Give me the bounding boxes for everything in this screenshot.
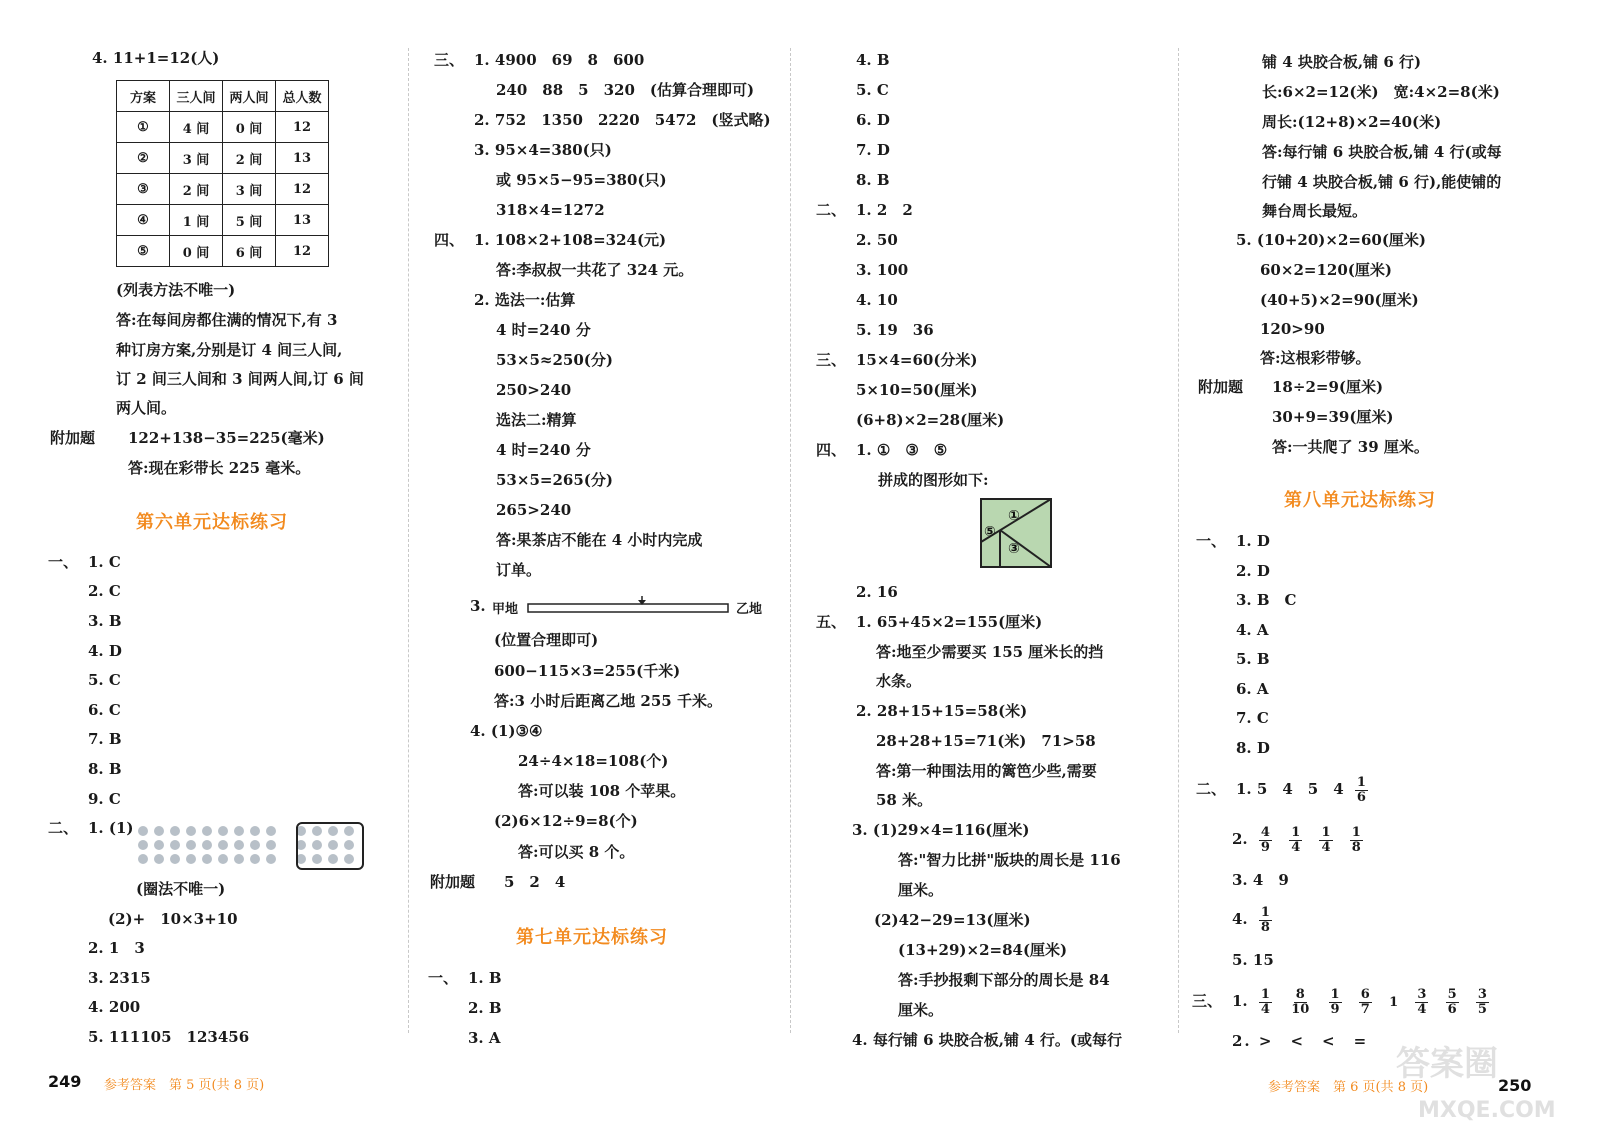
table-cell: 4 间 xyxy=(170,112,223,143)
denominator: 4 xyxy=(1291,839,1301,855)
answer-line: 长:6×2=12(米) 宽:4×2=8(米) xyxy=(1262,83,1500,101)
numerator: 1 xyxy=(1321,824,1331,840)
watermark-logo: 答案圈 xyxy=(1396,1044,1498,1084)
answer-line: 5. (10+20)×2=60(厘米) xyxy=(1236,231,1427,249)
fraction xyxy=(1476,988,1489,1017)
answer-item: 1. D xyxy=(1236,532,1270,550)
answer-item: 5. C xyxy=(88,671,121,689)
numerator: 1 xyxy=(1291,824,1301,840)
shape-label: ① xyxy=(1008,508,1020,524)
answer-line: 4. 每行铺 6 块胶合板,铺 4 行。(或每行 xyxy=(852,1031,1122,1049)
answer-item: 2. B xyxy=(468,999,502,1017)
fraction xyxy=(1259,906,1272,935)
table-row xyxy=(117,143,329,174)
answer-line: 1. 4900 69 8 600 xyxy=(474,51,645,69)
numerator: 8 xyxy=(1295,986,1305,1002)
answer-item: 8. B xyxy=(856,171,890,189)
answer-item: 6. A xyxy=(1236,680,1269,698)
dot xyxy=(266,854,276,864)
shape-label: ⑤ xyxy=(984,524,996,540)
column-divider xyxy=(408,48,409,1033)
answer-line: (2)6×12÷9=8(个) xyxy=(494,812,638,830)
answer-item: (6+8)×2=28(厘米) xyxy=(856,411,1005,429)
dot xyxy=(218,854,228,864)
denominator: 10 xyxy=(1291,1001,1310,1017)
dot xyxy=(138,840,148,850)
table-header: 三人间 xyxy=(170,81,223,112)
answer-item: 5×10=50(厘米) xyxy=(856,381,978,399)
fraction xyxy=(1329,988,1342,1017)
numerator: 1 xyxy=(1356,774,1366,790)
table-header: 总人数 xyxy=(276,81,329,112)
table-cell: 12 xyxy=(276,174,329,205)
numerator: 4 xyxy=(1260,824,1270,840)
answer-line: 选法二:精算 xyxy=(496,411,577,429)
denominator: 7 xyxy=(1360,1001,1370,1017)
part-label: 二、 xyxy=(48,819,79,837)
answer-item: 4. B xyxy=(856,51,890,69)
dot xyxy=(186,826,196,836)
fraction xyxy=(1289,988,1311,1017)
answer-item: 5. C xyxy=(856,81,889,99)
answer-line: 答:地至少需要买 155 厘米长的挡 xyxy=(876,643,1104,661)
answer-number: 1. xyxy=(1232,992,1248,1010)
table-cell: ① xyxy=(117,112,170,143)
dot xyxy=(202,826,212,836)
part-label: 一、 xyxy=(48,553,79,571)
extra-line: 5 2 4 xyxy=(504,873,566,891)
dot xyxy=(170,826,180,836)
answer-line: 53×5≈250(分) xyxy=(496,351,613,369)
page-footer: 参考答案 第 6 页(共 8 页) xyxy=(1268,1080,1429,1095)
numerator: 3 xyxy=(1417,986,1427,1002)
answer-line: (13+29)×2=84(厘米) xyxy=(898,941,1068,959)
answer-line: 答:可以买 8 个。 xyxy=(518,843,635,861)
answer-item: 6. D xyxy=(856,111,890,129)
answer-line: 厘米。 xyxy=(898,881,944,899)
part-label: 五、 xyxy=(816,613,847,631)
answer-line: 厘米。 xyxy=(898,1001,944,1019)
circled-group xyxy=(296,822,364,870)
answer-item: 1. (1) xyxy=(88,819,134,837)
answer-line: 4. (1)③④ xyxy=(470,722,543,740)
numerator: 5 xyxy=(1447,986,1457,1002)
answer-line: (位置合理即可) xyxy=(494,631,599,649)
fraction xyxy=(1355,776,1368,805)
answer-line: 周长:(12+8)×2=40(米) xyxy=(1262,113,1442,131)
answer-item: 5. 15 xyxy=(1232,951,1274,969)
denominator: 8 xyxy=(1260,919,1270,935)
answer-line: 24÷4×18=108(个) xyxy=(518,752,669,770)
fraction xyxy=(1446,988,1459,1017)
fraction xyxy=(1319,826,1332,855)
denominator: 4 xyxy=(1260,1001,1270,1017)
circle-note: (圈法不唯一) xyxy=(136,880,226,898)
page-number: 250 xyxy=(1498,1076,1532,1095)
answer-line: 答:这根彩带够。 xyxy=(1260,349,1371,367)
answer-item: 2. C xyxy=(88,582,121,600)
part-label: 四、 xyxy=(434,231,465,249)
extra-line: 30+9=39(厘米) xyxy=(1272,408,1394,426)
part-label: 二、 xyxy=(1196,780,1227,798)
answer-line: 答:在每间房都住满的情况下,有 3 xyxy=(116,311,338,329)
answer-item: 9. C xyxy=(88,790,121,808)
answer-item: 7. B xyxy=(88,730,122,748)
numerator: 1 xyxy=(1351,824,1361,840)
answer-item: 1. C xyxy=(88,553,121,571)
answer-line: 1. 108×2+108=324(元) xyxy=(474,231,667,249)
unit6-title: 第六单元达标练习 xyxy=(136,512,288,533)
answer-item: 6. C xyxy=(88,701,121,719)
table-note: (列表方法不唯一) xyxy=(116,281,236,299)
answer-number: 4. xyxy=(1232,910,1248,928)
answer-item: 4. 10 xyxy=(856,291,898,309)
table-header-row xyxy=(117,81,329,112)
answer-item: 1. ① ③ ⑤ xyxy=(856,441,948,459)
table-row xyxy=(117,236,329,267)
shape-label: ③ xyxy=(1008,541,1020,557)
line-start-label: 甲地 xyxy=(492,602,519,617)
table-cell: 0 间 xyxy=(170,236,223,267)
dot xyxy=(138,854,148,864)
figure-caption: 拼成的图形如下: xyxy=(878,471,989,489)
table-header: 两人间 xyxy=(223,81,276,112)
numerator: 6 xyxy=(1360,986,1370,1002)
watermark-url: MXQE.COM xyxy=(1418,1098,1556,1123)
extra-label: 附加题 xyxy=(50,429,96,447)
answer-line: 2. 752 1350 2220 5472 (竖式略) xyxy=(474,111,771,129)
fraction xyxy=(1259,826,1272,855)
table-cell: 5 间 xyxy=(223,205,276,236)
extra-label: 附加题 xyxy=(1198,378,1244,396)
table-cell: ④ xyxy=(117,205,170,236)
answer-item: 4. A xyxy=(1236,621,1269,639)
dot xyxy=(202,854,212,864)
denominator: 4 xyxy=(1321,839,1331,855)
answer-item: 3. 100 xyxy=(856,261,909,279)
dot xyxy=(250,854,260,864)
answer-item xyxy=(1232,900,1278,938)
answer-line: 28+28+15=71(米) 71>58 xyxy=(876,732,1096,750)
table-header: 方案 xyxy=(117,81,170,112)
answer-item: 4. 200 xyxy=(88,998,141,1016)
answer-item: 8. D xyxy=(1236,739,1270,757)
answer-item xyxy=(1236,770,1374,808)
fraction xyxy=(1415,988,1428,1017)
table-cell: 13 xyxy=(276,205,329,236)
table-cell: 1 间 xyxy=(170,205,223,236)
fraction xyxy=(1359,988,1372,1017)
answer-item: 1. 2 2 xyxy=(856,201,913,219)
q3-number: 3. xyxy=(470,597,486,615)
answer-line: (40+5)×2=90(厘米) xyxy=(1260,291,1419,309)
table-cell: ② xyxy=(117,143,170,174)
answer-line: 3. 95×4=380(只) xyxy=(474,141,612,159)
part-label: 三、 xyxy=(1192,992,1223,1010)
dot xyxy=(202,840,212,850)
denominator: 8 xyxy=(1351,839,1361,855)
fraction xyxy=(1350,826,1363,855)
answer-line: 订 2 间三人间和 3 间两人间,订 6 间 xyxy=(116,370,364,388)
answer-line: 铺 4 块胶合板,铺 6 行) xyxy=(1262,53,1422,71)
table-cell: 3 间 xyxy=(223,174,276,205)
table-cell: ⑤ xyxy=(117,236,170,267)
answer-line: 2. 选法一:估算 xyxy=(474,291,576,309)
dot xyxy=(170,854,180,864)
answer-line: 120>90 xyxy=(1260,320,1325,338)
denominator: 9 xyxy=(1330,1001,1340,1017)
table-cell: 2 间 xyxy=(223,143,276,174)
answer-line: 4 时=240 分 xyxy=(496,441,591,459)
answer-item: 2. 16 xyxy=(856,583,898,601)
table-cell: 0 间 xyxy=(223,112,276,143)
table-cell: ③ xyxy=(117,174,170,205)
answer-line: 答:"智力比拼"版块的周长是 116 xyxy=(898,851,1121,869)
table-row xyxy=(117,174,329,205)
part-label: 三、 xyxy=(816,351,847,369)
answer-line: 种订房方案,分别是订 4 间三人间, xyxy=(116,341,343,359)
denominator: 6 xyxy=(1356,789,1366,805)
answer-line: 250>240 xyxy=(496,381,572,399)
distance-line-figure xyxy=(526,596,736,620)
answer-line: 答:每行铺 6 块胶合板,铺 4 行(或每 xyxy=(1262,143,1502,161)
extra-line: 答:一共爬了 39 厘米。 xyxy=(1272,438,1429,456)
dot xyxy=(234,826,244,836)
answer-item: 3. A xyxy=(468,1029,501,1047)
table-row xyxy=(117,205,329,236)
denominator: 5 xyxy=(1477,1001,1487,1017)
q4-head: 4. 11+1=12(人) xyxy=(92,49,220,67)
page-footer: 参考答案 第 5 页(共 8 页) xyxy=(104,1078,265,1093)
column-divider xyxy=(1178,48,1179,1033)
dot xyxy=(234,840,244,850)
dot-grid-figure xyxy=(134,822,366,870)
answer-item: 3. 4 9 xyxy=(1232,871,1289,889)
answer-line: 舞台周长最短。 xyxy=(1262,202,1368,220)
answer-item xyxy=(1232,982,1495,1022)
numerator: 1 xyxy=(1330,986,1340,1002)
answer-item: 15×4=60(分米) xyxy=(856,351,978,369)
answer-item: 2. > < < = xyxy=(1232,1032,1369,1050)
answer-item: 7. D xyxy=(856,141,890,159)
answer-line: 两人间。 xyxy=(116,399,177,417)
answer-line: 或 95×5−95=380(只) xyxy=(496,171,667,189)
answer-item: 2. 1 3 xyxy=(88,939,145,957)
extra-line: 18÷2=9(厘米) xyxy=(1272,378,1384,396)
table-cell: 3 间 xyxy=(170,143,223,174)
answer-line: (2)42−29=13(厘米) xyxy=(874,911,1031,929)
answer-text: 1. 5 4 5 4 xyxy=(1236,780,1344,798)
dot xyxy=(186,854,196,864)
answer-line: 240 88 5 320 (估算合理即可) xyxy=(496,81,755,99)
answer-line: 53×5=265(分) xyxy=(496,471,613,489)
numerator: 1 xyxy=(1260,986,1270,1002)
answer-item: 5. B xyxy=(1236,650,1270,668)
part-label: 二、 xyxy=(816,201,847,219)
assembled-shape-figure xyxy=(980,498,1054,570)
answer-item: (2)+ 10×3+10 xyxy=(108,910,238,928)
answer-item: 1. B xyxy=(468,969,502,987)
answer-item: 5. 111105 123456 xyxy=(88,1028,250,1046)
table-cell: 2 间 xyxy=(170,174,223,205)
numerator: 1 xyxy=(1260,904,1270,920)
answer-line: 3. (1)29×4=116(厘米) xyxy=(852,821,1030,839)
extra-label: 附加题 xyxy=(430,873,476,891)
table-row xyxy=(117,112,329,143)
dot xyxy=(154,854,164,864)
denominator: 4 xyxy=(1417,1001,1427,1017)
unit8-title: 第八单元达标练习 xyxy=(1284,490,1436,511)
line-end-label: 乙地 xyxy=(736,602,763,617)
numerator: 3 xyxy=(1477,986,1487,1002)
answer-line: 答:手抄报剩下部分的周长是 84 xyxy=(898,971,1110,989)
answer-line: 1. 65+45×2=155(厘米) xyxy=(856,613,1043,631)
answer-line: 答:果茶店不能在 4 小时内完成 xyxy=(496,531,703,549)
dot xyxy=(170,840,180,850)
answer-line: 58 米。 xyxy=(876,791,933,809)
column-divider xyxy=(790,48,791,1033)
answer-line: 答:第一种围法用的篱笆少些,需要 xyxy=(876,762,1097,780)
denominator: 6 xyxy=(1447,1001,1457,1017)
table-cell: 12 xyxy=(276,236,329,267)
part-label: 四、 xyxy=(816,441,847,459)
plan-table xyxy=(116,80,329,267)
answer-line: 600−115×3=255(千米) xyxy=(494,662,681,680)
dot xyxy=(266,826,276,836)
table-cell: 6 间 xyxy=(223,236,276,267)
part-label: 一、 xyxy=(428,969,459,987)
extra-line: 122+138−35=225(毫米) xyxy=(128,429,325,447)
answer-line: 2. 28+15+15=58(米) xyxy=(856,702,1028,720)
extra-line: 答:现在彩带长 225 毫米。 xyxy=(128,459,311,477)
whole-number: 1 xyxy=(1389,995,1399,1010)
answer-item: 3. B xyxy=(88,612,122,630)
dot xyxy=(250,840,260,850)
answer-line: 60×2=120(厘米) xyxy=(1260,261,1392,279)
answer-item: 5. 19 36 xyxy=(856,321,934,339)
answer-line: 答:3 小时后距离乙地 255 千米。 xyxy=(494,692,722,710)
dot xyxy=(218,826,228,836)
dot xyxy=(250,826,260,836)
answer-item: 8. B xyxy=(88,760,122,778)
answer-line: 答:可以装 108 个苹果。 xyxy=(518,782,686,800)
answer-item: 7. C xyxy=(1236,709,1269,727)
dot xyxy=(154,826,164,836)
answer-item: 2. D xyxy=(1236,562,1270,580)
answer-line: 4 时=240 分 xyxy=(496,321,591,339)
answer-number: 2. xyxy=(1232,830,1248,848)
answer-line: 水条。 xyxy=(876,672,922,690)
answer-item xyxy=(1232,820,1369,858)
denominator: 9 xyxy=(1260,839,1270,855)
page-number: 249 xyxy=(48,1072,82,1091)
answer-item: 4. D xyxy=(88,642,122,660)
answer-item: 3. 2315 xyxy=(88,969,151,987)
dot xyxy=(154,840,164,850)
answer-line: 318×4=1272 xyxy=(496,201,605,219)
table-cell: 12 xyxy=(276,112,329,143)
dot xyxy=(186,840,196,850)
answer-line: 订单。 xyxy=(496,561,542,579)
dot xyxy=(234,854,244,864)
fraction xyxy=(1289,826,1302,855)
answer-item: 2. 50 xyxy=(856,231,898,249)
dot xyxy=(138,826,148,836)
dot xyxy=(266,840,276,850)
part-label: 一、 xyxy=(1196,532,1227,550)
answer-line: 行铺 4 块胶合板,铺 6 行),能使铺的 xyxy=(1262,173,1502,191)
unit7-title: 第七单元达标练习 xyxy=(516,927,668,948)
part-label: 三、 xyxy=(434,51,465,69)
table-cell: 13 xyxy=(276,143,329,174)
fraction xyxy=(1259,988,1272,1017)
answer-item: 3. B C xyxy=(1236,591,1297,609)
answer-line: 答:李叔叔一共花了 324 元。 xyxy=(496,261,694,279)
dot xyxy=(218,840,228,850)
answer-line: 265>240 xyxy=(496,501,572,519)
